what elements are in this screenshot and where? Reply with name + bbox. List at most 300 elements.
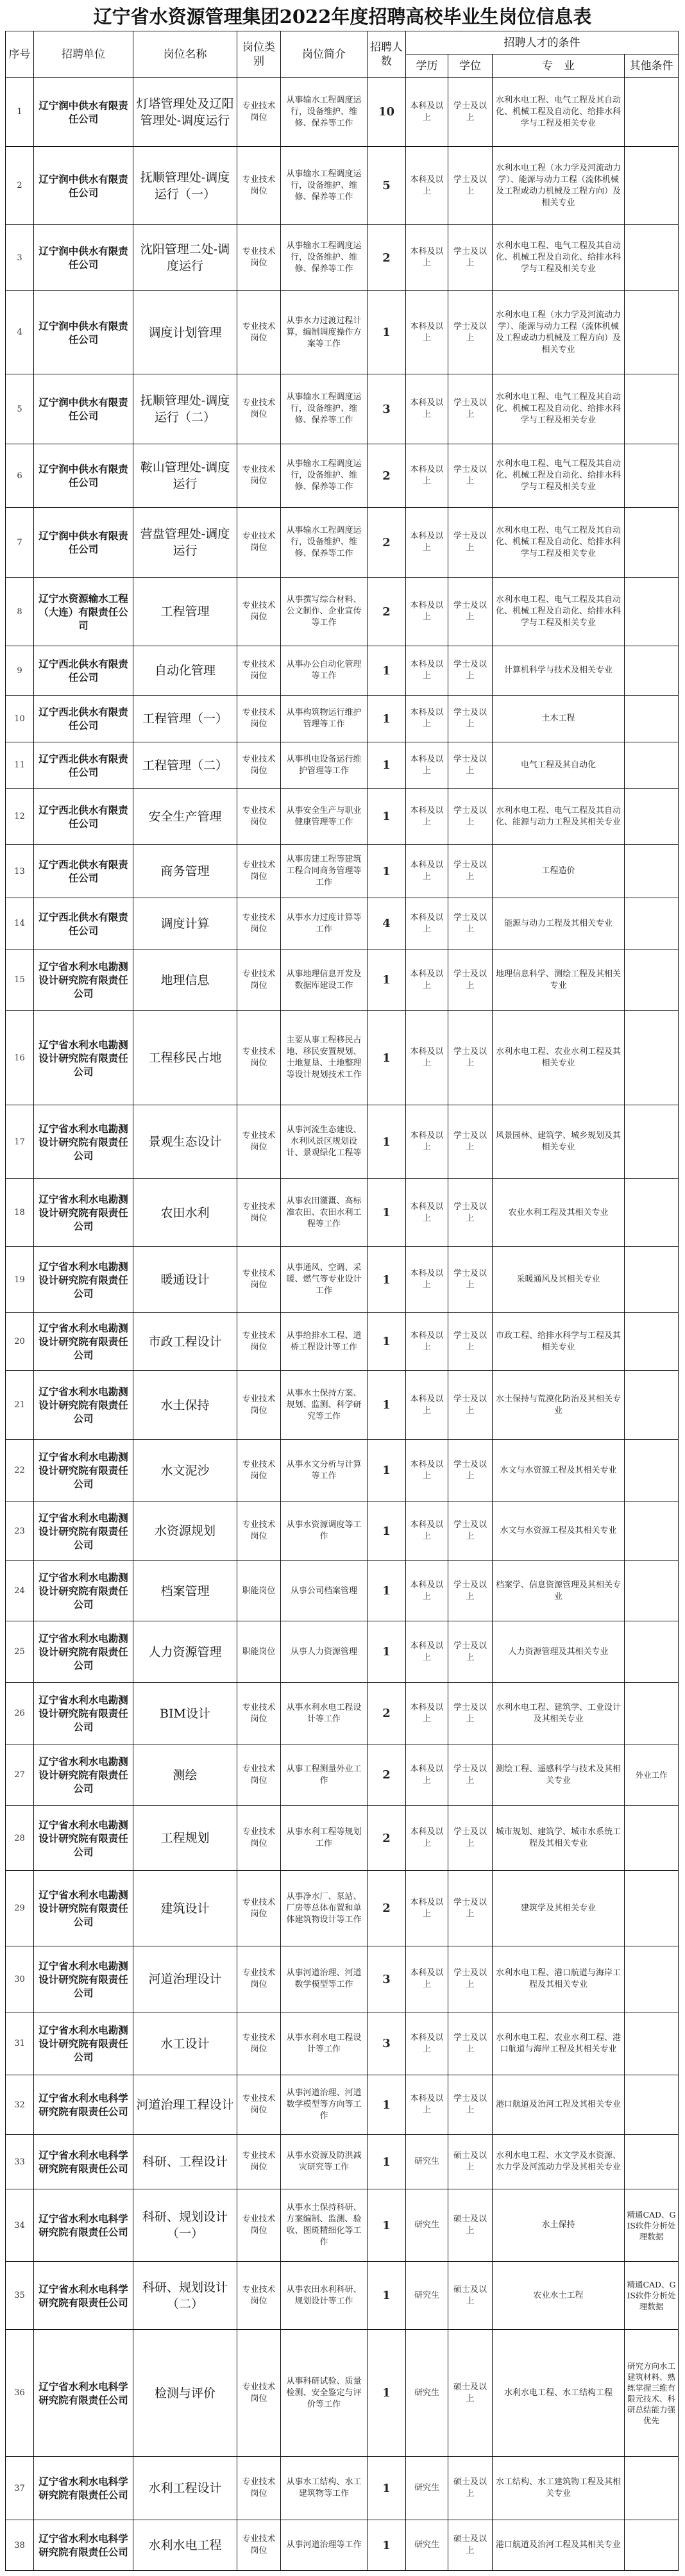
table-row bbox=[6, 1105, 679, 1179]
degree-cell: 学士及以上 bbox=[448, 508, 493, 578]
table-row bbox=[6, 1946, 679, 2012]
description-cell: 从事农田水利科研、规划设计等工作 bbox=[281, 2262, 368, 2330]
description-cell: 从事办公自动化管理等工作 bbox=[281, 646, 368, 696]
major-cell: 水利水电工程、水文学及水资源、水力学及河流动力学及其相关专业 bbox=[493, 2135, 625, 2189]
unit-cell: 辽宁水资源输水工程（大连）有限责任公司 bbox=[34, 578, 133, 646]
count-cell: 1 bbox=[368, 1247, 406, 1313]
other-conditions-cell bbox=[625, 2457, 679, 2520]
header-major: 专 业 bbox=[493, 54, 625, 78]
seq-cell: 12 bbox=[6, 789, 34, 845]
category-cell: 专业技术岗位 bbox=[237, 2135, 281, 2189]
major-cell: 城市规划、建筑学、城市水系统工程及其相关专业 bbox=[493, 1806, 625, 1871]
description-cell: 从事农田灌溉、高标准农田、农田水利工程等工作 bbox=[281, 1179, 368, 1247]
seq-cell: 26 bbox=[6, 1683, 34, 1744]
count-cell: 1 bbox=[368, 742, 406, 789]
education-cell: 研究生 bbox=[406, 2262, 448, 2330]
seq-cell: 23 bbox=[6, 1501, 34, 1561]
table-row bbox=[6, 949, 679, 1011]
unit-cell: 辽宁省水利水电勘测设计研究院有限责任公司 bbox=[34, 1683, 133, 1744]
education-cell: 研究生 bbox=[406, 2135, 448, 2189]
education-cell: 本科及以上 bbox=[406, 1621, 448, 1683]
description-cell: 从事水资源调度等工作 bbox=[281, 1501, 368, 1561]
description-cell: 从事地理信息开发及数据库建设工作 bbox=[281, 949, 368, 1011]
count-cell: 1 bbox=[368, 1621, 406, 1683]
major-cell: 港口航道及治河工程及其相关专业 bbox=[493, 2520, 625, 2571]
degree-cell: 学士及以上 bbox=[448, 1247, 493, 1313]
description-cell: 从事通风、空调、采暖、燃气等专业设计工作 bbox=[281, 1247, 368, 1313]
unit-cell: 辽宁西北供水有限责任公司 bbox=[34, 646, 133, 696]
seq-cell: 32 bbox=[6, 2075, 34, 2135]
other-conditions-cell bbox=[625, 147, 679, 225]
major-cell: 水利水电工程、电气工程及其自动化、机械工程及自动化、给排水科学与工程及相关专业 bbox=[493, 225, 625, 291]
header-position: 岗位名称 bbox=[133, 31, 237, 78]
unit-cell: 辽宁省水利水电科学研究院有限责任公司 bbox=[34, 2189, 133, 2262]
table-row bbox=[6, 2520, 679, 2571]
category-cell: 专业技术岗位 bbox=[237, 949, 281, 1011]
table-row bbox=[6, 2012, 679, 2075]
unit-cell: 辽宁省水利水电勘测设计研究院有限责任公司 bbox=[34, 1871, 133, 1946]
education-cell: 本科及以上 bbox=[406, 1946, 448, 2012]
other-conditions-cell bbox=[625, 1946, 679, 2012]
table-row bbox=[6, 898, 679, 949]
seq-cell: 33 bbox=[6, 2135, 34, 2189]
major-cell: 水工结构、水工建筑物工程及其相关专业 bbox=[493, 2457, 625, 2520]
page-title: 辽宁省水资源管理集团2022年度招聘高校毕业生岗位信息表 bbox=[93, 6, 592, 28]
position-cell: 科研、工程设计 bbox=[133, 2135, 237, 2189]
other-conditions-cell bbox=[625, 1179, 679, 1247]
position-cell: 水土保持 bbox=[133, 1371, 237, 1440]
count-cell: 2 bbox=[368, 508, 406, 578]
position-cell: 调度计划管理 bbox=[133, 291, 237, 374]
seq-cell: 36 bbox=[6, 2330, 34, 2457]
position-cell: 抚顺管理处-调度运行（一） bbox=[133, 147, 237, 225]
category-cell: 专业技术岗位 bbox=[237, 444, 281, 508]
table-row bbox=[6, 1501, 679, 1561]
degree-cell: 学士及以上 bbox=[448, 1440, 493, 1501]
unit-cell: 辽宁省水利水电科学研究院有限责任公司 bbox=[34, 2330, 133, 2457]
seq-cell: 15 bbox=[6, 949, 34, 1011]
degree-cell: 学士及以上 bbox=[448, 646, 493, 696]
unit-cell: 辽宁润中供水有限责任公司 bbox=[34, 147, 133, 225]
degree-cell: 学士及以上 bbox=[448, 1011, 493, 1105]
description-cell: 从事水利水电工程设计等工作 bbox=[281, 2012, 368, 2075]
description-cell: 从事房建工程等建筑工程合同商务管理等工作 bbox=[281, 845, 368, 898]
unit-cell: 辽宁省水利水电科学研究院有限责任公司 bbox=[34, 2262, 133, 2330]
description-cell: 从事河道治理、河道数学模型等方向等工作 bbox=[281, 2075, 368, 2135]
education-cell: 本科及以上 bbox=[406, 1744, 448, 1806]
position-cell: 农田水利 bbox=[133, 1179, 237, 1247]
education-cell: 本科及以上 bbox=[406, 78, 448, 147]
position-cell: 检测与评价 bbox=[133, 2330, 237, 2457]
unit-cell: 辽宁省水利水电勘测设计研究院有限责任公司 bbox=[34, 1501, 133, 1561]
unit-cell: 辽宁省水利水电勘测设计研究院有限责任公司 bbox=[34, 1105, 133, 1179]
major-cell: 水文与水资源工程及其相关专业 bbox=[493, 1440, 625, 1501]
description-cell: 从事科研试验、质量检测、安全鉴定与评价等工作 bbox=[281, 2330, 368, 2457]
position-cell: 科研、规划设计（一） bbox=[133, 2189, 237, 2262]
education-cell: 本科及以上 bbox=[406, 646, 448, 696]
description-cell: 从事工程测量外业工作 bbox=[281, 1744, 368, 1806]
other-conditions-cell bbox=[625, 1440, 679, 1501]
description-cell: 从事水力过渡过程计算，编制调度操作方案等工作 bbox=[281, 291, 368, 374]
description-cell: 从事输水工程调度运行，设备维护、维修、保养等工作 bbox=[281, 147, 368, 225]
table-row bbox=[6, 789, 679, 845]
other-conditions-cell: 研究方向水工建筑材料、熟练掌握三维有限元技术、科研总结能力强优先 bbox=[625, 2330, 679, 2457]
seq-cell: 2 bbox=[6, 147, 34, 225]
other-conditions-cell bbox=[625, 1621, 679, 1683]
count-cell: 1 bbox=[368, 2457, 406, 2520]
position-cell: 河道治理设计 bbox=[133, 1946, 237, 2012]
position-cell: 营盘管理处-调度运行 bbox=[133, 508, 237, 578]
category-cell: 专业技术岗位 bbox=[237, 1744, 281, 1806]
position-cell: 自动化管理 bbox=[133, 646, 237, 696]
category-cell: 专业技术岗位 bbox=[237, 508, 281, 578]
major-cell: 水土保持 bbox=[493, 2189, 625, 2262]
education-cell: 本科及以上 bbox=[406, 1871, 448, 1946]
seq-cell: 38 bbox=[6, 2520, 34, 2571]
table-row bbox=[6, 578, 679, 646]
category-cell: 专业技术岗位 bbox=[237, 1683, 281, 1744]
education-cell: 本科及以上 bbox=[406, 578, 448, 646]
description-cell: 从事机电设备运行维护管理等工作 bbox=[281, 742, 368, 789]
position-cell: 工程规划 bbox=[133, 1806, 237, 1871]
seq-cell: 10 bbox=[6, 696, 34, 742]
position-cell: 抚顺管理处-调度运行（二） bbox=[133, 374, 237, 444]
header-education: 学历 bbox=[406, 54, 448, 78]
category-cell: 专业技术岗位 bbox=[237, 578, 281, 646]
table-row bbox=[6, 444, 679, 508]
header-conditions: 招聘人才的条件 bbox=[406, 31, 679, 54]
other-conditions-cell bbox=[625, 291, 679, 374]
category-cell: 专业技术岗位 bbox=[237, 2189, 281, 2262]
other-conditions-cell bbox=[625, 508, 679, 578]
count-cell: 3 bbox=[368, 1946, 406, 2012]
description-cell: 从事河流生态建设、水利风景区规划设计、景观绿化工程等 bbox=[281, 1105, 368, 1179]
category-cell: 专业技术岗位 bbox=[237, 1313, 281, 1371]
degree-cell: 学士及以上 bbox=[448, 1371, 493, 1440]
description-cell: 从事输水工程调度运行，设备维护、维修、保养等工作 bbox=[281, 374, 368, 444]
category-cell: 专业技术岗位 bbox=[237, 225, 281, 291]
degree-cell: 学士及以上 bbox=[448, 789, 493, 845]
major-cell: 水文与水资源工程及其相关专业 bbox=[493, 1501, 625, 1561]
seq-cell: 4 bbox=[6, 291, 34, 374]
education-cell: 本科及以上 bbox=[406, 1179, 448, 1247]
count-cell: 3 bbox=[368, 374, 406, 444]
description-cell: 从事水土保持方案、规划、监测、科学研究等工作 bbox=[281, 1371, 368, 1440]
category-cell: 专业技术岗位 bbox=[237, 1105, 281, 1179]
other-conditions-cell bbox=[625, 789, 679, 845]
position-cell: 景观生态设计 bbox=[133, 1105, 237, 1179]
header-category: 岗位类别 bbox=[237, 31, 281, 78]
seq-cell: 37 bbox=[6, 2457, 34, 2520]
major-cell: 水利水电工程、电气工程及其自动化、机械工程及自动化、给排水科学与工程及相关专业 bbox=[493, 578, 625, 646]
table-row bbox=[6, 2075, 679, 2135]
count-cell: 1 bbox=[368, 1179, 406, 1247]
education-cell: 本科及以上 bbox=[406, 1440, 448, 1501]
position-cell: 河道治理工程设计 bbox=[133, 2075, 237, 2135]
position-cell: 水利工程设计 bbox=[133, 2457, 237, 2520]
unit-cell: 辽宁省水利水电勘测设计研究院有限责任公司 bbox=[34, 1621, 133, 1683]
other-conditions-cell bbox=[625, 2012, 679, 2075]
count-cell: 1 bbox=[368, 646, 406, 696]
count-cell: 1 bbox=[368, 949, 406, 1011]
major-cell: 计算机科学与技术及相关专业 bbox=[493, 646, 625, 696]
major-cell: 水利水电工程、电气工程及其自动化、机械工程及自动化、给排水科学与工程及相关专业 bbox=[493, 444, 625, 508]
position-cell: 调度计算 bbox=[133, 898, 237, 949]
category-cell: 专业技术岗位 bbox=[237, 789, 281, 845]
seq-cell: 11 bbox=[6, 742, 34, 789]
education-cell: 本科及以上 bbox=[406, 147, 448, 225]
major-cell: 电气工程及其自动化 bbox=[493, 742, 625, 789]
table-row bbox=[6, 1371, 679, 1440]
major-cell: 地理信息科学、测绘工程及其相关专业 bbox=[493, 949, 625, 1011]
seq-cell: 24 bbox=[6, 1561, 34, 1621]
header-other: 其他条件 bbox=[625, 54, 679, 78]
education-cell: 本科及以上 bbox=[406, 898, 448, 949]
category-cell: 专业技术岗位 bbox=[237, 1501, 281, 1561]
category-cell: 专业技术岗位 bbox=[237, 1871, 281, 1946]
count-cell: 2 bbox=[368, 444, 406, 508]
count-cell: 1 bbox=[368, 1011, 406, 1105]
unit-cell: 辽宁省水利水电勘测设计研究院有限责任公司 bbox=[34, 1179, 133, 1247]
seq-cell: 17 bbox=[6, 1105, 34, 1179]
description-cell: 从事输水工程调度运行，设备维护、维修、保养等工作 bbox=[281, 225, 368, 291]
unit-cell: 辽宁省水利水电勘测设计研究院有限责任公司 bbox=[34, 1946, 133, 2012]
other-conditions-cell bbox=[625, 1247, 679, 1313]
education-cell: 本科及以上 bbox=[406, 789, 448, 845]
other-conditions-cell bbox=[625, 1806, 679, 1871]
category-cell: 专业技术岗位 bbox=[237, 1371, 281, 1440]
degree-cell: 学士及以上 bbox=[448, 1501, 493, 1561]
unit-cell: 辽宁润中供水有限责任公司 bbox=[34, 225, 133, 291]
major-cell: 水利水电工程、建筑学、工业设计及其相关专业 bbox=[493, 1683, 625, 1744]
table-row bbox=[6, 1247, 679, 1313]
degree-cell: 学士及以上 bbox=[448, 2012, 493, 2075]
major-cell: 市政工程、给排水科学与工程及其相关专业 bbox=[493, 1313, 625, 1371]
table-row bbox=[6, 1871, 679, 1946]
other-conditions-cell bbox=[625, 646, 679, 696]
degree-cell: 硕士及以上 bbox=[448, 2520, 493, 2571]
unit-cell: 辽宁省水利水电科学研究院有限责任公司 bbox=[34, 2075, 133, 2135]
major-cell: 水利水电工程、电气工程及其自动化、机械工程及自动化、给排水科学与工程及相关专业 bbox=[493, 508, 625, 578]
other-conditions-cell bbox=[625, 1871, 679, 1946]
count-cell: 1 bbox=[368, 2520, 406, 2571]
unit-cell: 辽宁省水利水电勘测设计研究院有限责任公司 bbox=[34, 1371, 133, 1440]
major-cell: 农业水利工程及其相关专业 bbox=[493, 1179, 625, 1247]
seq-cell: 22 bbox=[6, 1440, 34, 1501]
education-cell: 研究生 bbox=[406, 2520, 448, 2571]
position-cell: 科研、规划设计（二） bbox=[133, 2262, 237, 2330]
seq-cell: 35 bbox=[6, 2262, 34, 2330]
description-cell: 从事水土保持科研、方案编制、监测、验收、图斑精细化等工作 bbox=[281, 2189, 368, 2262]
other-conditions-cell bbox=[625, 225, 679, 291]
other-conditions-cell bbox=[625, 845, 679, 898]
count-cell: 1 bbox=[368, 1371, 406, 1440]
unit-cell: 辽宁西北供水有限责任公司 bbox=[34, 845, 133, 898]
other-conditions-cell bbox=[625, 1105, 679, 1179]
table-row bbox=[6, 225, 679, 291]
other-conditions-cell bbox=[625, 444, 679, 508]
seq-cell: 9 bbox=[6, 646, 34, 696]
other-conditions-cell bbox=[625, 1313, 679, 1371]
education-cell: 本科及以上 bbox=[406, 949, 448, 1011]
seq-cell: 3 bbox=[6, 225, 34, 291]
other-conditions-cell: 精通CAD、GIS软件分析处理数据 bbox=[625, 2189, 679, 2262]
other-conditions-cell bbox=[625, 2135, 679, 2189]
unit-cell: 辽宁润中供水有限责任公司 bbox=[34, 374, 133, 444]
major-cell: 测绘工程、遥感科学与技术及其相关专业 bbox=[493, 1744, 625, 1806]
unit-cell: 辽宁省水利水电勘测设计研究院有限责任公司 bbox=[34, 1247, 133, 1313]
description-cell: 从事水文分析与计算等工作 bbox=[281, 1440, 368, 1501]
position-cell: 人力资源管理 bbox=[133, 1621, 237, 1683]
position-cell: 工程移民占地 bbox=[133, 1011, 237, 1105]
education-cell: 本科及以上 bbox=[406, 696, 448, 742]
count-cell: 2 bbox=[368, 1744, 406, 1806]
count-cell: 1 bbox=[368, 845, 406, 898]
description-cell: 从事公司档案管理 bbox=[281, 1561, 368, 1621]
table-row bbox=[6, 374, 679, 444]
description-cell: 从事输水工程调度运行，设备维护、维修、保养等工作 bbox=[281, 508, 368, 578]
unit-cell: 辽宁省水利水电勘测设计研究院有限责任公司 bbox=[34, 949, 133, 1011]
description-cell: 从事净水厂、泵站、厂房等总体布置和单体建筑物设计等工作 bbox=[281, 1871, 368, 1946]
other-conditions-cell bbox=[625, 696, 679, 742]
major-cell: 水利水电工程、电气工程及其自动化、机械工程及自动化、给排水科学与工程及相关专业 bbox=[493, 374, 625, 444]
unit-cell: 辽宁润中供水有限责任公司 bbox=[34, 291, 133, 374]
other-conditions-cell bbox=[625, 1011, 679, 1105]
other-conditions-cell bbox=[625, 1501, 679, 1561]
major-cell: 水利水电工程（水力学及河流动力学）、能源与动力工程（流体机械及工程或动力机械及工程方向）及相关专业 bbox=[493, 147, 625, 225]
count-cell: 1 bbox=[368, 1313, 406, 1371]
degree-cell: 学士及以上 bbox=[448, 147, 493, 225]
category-cell: 专业技术岗位 bbox=[237, 1806, 281, 1871]
unit-cell: 辽宁西北供水有限责任公司 bbox=[34, 696, 133, 742]
major-cell: 建筑学及其相关专业 bbox=[493, 1871, 625, 1946]
description-cell: 从事水利工程等规划工作 bbox=[281, 1806, 368, 1871]
education-cell: 本科及以上 bbox=[406, 742, 448, 789]
other-conditions-cell: 精通CAD、GIS软件分析处理数据 bbox=[625, 2262, 679, 2330]
position-cell: 水资源规划 bbox=[133, 1501, 237, 1561]
description-cell: 从事撰写综合材料、公文制作、企业宣传等工作 bbox=[281, 578, 368, 646]
degree-cell: 学士及以上 bbox=[448, 949, 493, 1011]
education-cell: 本科及以上 bbox=[406, 1105, 448, 1179]
count-cell: 10 bbox=[368, 78, 406, 147]
count-cell: 2 bbox=[368, 578, 406, 646]
table-row bbox=[6, 1011, 679, 1105]
seq-cell: 25 bbox=[6, 1621, 34, 1683]
major-cell: 水利水电工程、农业水利工程、港口航道与海岸工程及其相关专业 bbox=[493, 2012, 625, 2075]
position-cell: BIM设计 bbox=[133, 1683, 237, 1744]
category-cell: 专业技术岗位 bbox=[237, 2262, 281, 2330]
unit-cell: 辽宁省水利水电科学研究院有限责任公司 bbox=[34, 2135, 133, 2189]
category-cell: 专业技术岗位 bbox=[237, 1179, 281, 1247]
other-conditions-cell bbox=[625, 374, 679, 444]
header-seq: 序号 bbox=[6, 31, 34, 78]
description-cell: 从事河道治理等工作 bbox=[281, 2520, 368, 2571]
count-cell: 1 bbox=[368, 291, 406, 374]
education-cell: 本科及以上 bbox=[406, 1313, 448, 1371]
table-row bbox=[6, 646, 679, 696]
count-cell: 3 bbox=[368, 2012, 406, 2075]
position-cell: 档案管理 bbox=[133, 1561, 237, 1621]
other-conditions-cell bbox=[625, 78, 679, 147]
category-cell: 专业技术岗位 bbox=[237, 696, 281, 742]
unit-cell: 辽宁省水利水电科学研究院有限责任公司 bbox=[34, 2457, 133, 2520]
category-cell: 专业技术岗位 bbox=[237, 147, 281, 225]
major-cell: 采暖通风及其相关专业 bbox=[493, 1247, 625, 1313]
description-cell: 从事水利水电工程设计等工作 bbox=[281, 1683, 368, 1744]
degree-cell: 学士及以上 bbox=[448, 374, 493, 444]
position-cell: 鞍山管理处-调度运行 bbox=[133, 444, 237, 508]
table-row bbox=[6, 2262, 679, 2330]
education-cell: 本科及以上 bbox=[406, 1371, 448, 1440]
seq-cell: 19 bbox=[6, 1247, 34, 1313]
seq-cell: 14 bbox=[6, 898, 34, 949]
major-cell: 档案学、信息资源管理及其相关专业 bbox=[493, 1561, 625, 1621]
education-cell: 本科及以上 bbox=[406, 444, 448, 508]
position-cell: 商务管理 bbox=[133, 845, 237, 898]
table-row bbox=[6, 508, 679, 578]
category-cell: 专业技术岗位 bbox=[237, 2075, 281, 2135]
table-row bbox=[6, 1440, 679, 1501]
education-cell: 本科及以上 bbox=[406, 2012, 448, 2075]
seq-cell: 34 bbox=[6, 2189, 34, 2262]
position-cell: 暖通设计 bbox=[133, 1247, 237, 1313]
degree-cell: 学士及以上 bbox=[448, 1313, 493, 1371]
count-cell: 1 bbox=[368, 2075, 406, 2135]
count-cell: 2 bbox=[368, 1683, 406, 1744]
other-conditions-cell bbox=[625, 1561, 679, 1621]
position-cell: 建筑设计 bbox=[133, 1871, 237, 1946]
count-cell: 4 bbox=[368, 898, 406, 949]
position-cell: 安全生产管理 bbox=[133, 789, 237, 845]
major-cell: 工程造价 bbox=[493, 845, 625, 898]
seq-cell: 6 bbox=[6, 444, 34, 508]
description-cell: 从事水工结构、水工建筑物等工作 bbox=[281, 2457, 368, 2520]
table-row bbox=[6, 845, 679, 898]
table-row bbox=[6, 1621, 679, 1683]
degree-cell: 硕士及以上 bbox=[448, 2457, 493, 2520]
major-cell: 水利水电工程、电气工程及其自动化、机械工程及自动化、给排水科学与工程及相关专业 bbox=[493, 78, 625, 147]
description-cell: 从事水力过度计算等工作 bbox=[281, 898, 368, 949]
category-cell: 专业技术岗位 bbox=[237, 2457, 281, 2520]
count-cell: 1 bbox=[368, 1501, 406, 1561]
major-cell: 风景园林、建筑学、城乡规划及其相关专业 bbox=[493, 1105, 625, 1179]
description-cell: 从事输水工程调度运行，设备维护、维修、保养等工作 bbox=[281, 78, 368, 147]
other-conditions-cell bbox=[625, 742, 679, 789]
degree-cell: 学士及以上 bbox=[448, 578, 493, 646]
table-row bbox=[6, 78, 679, 147]
position-cell: 水利水电工程 bbox=[133, 2520, 237, 2571]
other-conditions-cell: 外业工作 bbox=[625, 1744, 679, 1806]
degree-cell: 学士及以上 bbox=[448, 78, 493, 147]
degree-cell: 学士及以上 bbox=[448, 1105, 493, 1179]
category-cell: 专业技术岗位 bbox=[237, 898, 281, 949]
seq-cell: 7 bbox=[6, 508, 34, 578]
education-cell: 本科及以上 bbox=[406, 1501, 448, 1561]
position-cell: 灯塔管理处及辽阳管理处-调度运行 bbox=[133, 78, 237, 147]
education-cell: 本科及以上 bbox=[406, 1561, 448, 1621]
category-cell: 专业技术岗位 bbox=[237, 1011, 281, 1105]
header-unit: 招聘单位 bbox=[34, 31, 133, 78]
unit-cell: 辽宁省水利水电勘测设计研究院有限责任公司 bbox=[34, 2012, 133, 2075]
seq-cell: 28 bbox=[6, 1806, 34, 1871]
education-cell: 本科及以上 bbox=[406, 1806, 448, 1871]
category-cell: 专业技术岗位 bbox=[237, 1946, 281, 2012]
major-cell: 水利水电工程、农业水利工程及其相关专业 bbox=[493, 1011, 625, 1105]
degree-cell: 硕士及以上 bbox=[448, 2135, 493, 2189]
unit-cell: 辽宁省水利水电勘测设计研究院有限责任公司 bbox=[34, 1011, 133, 1105]
major-cell: 水利水电工程、水工结构工程 bbox=[493, 2330, 625, 2457]
table-row bbox=[6, 291, 679, 374]
